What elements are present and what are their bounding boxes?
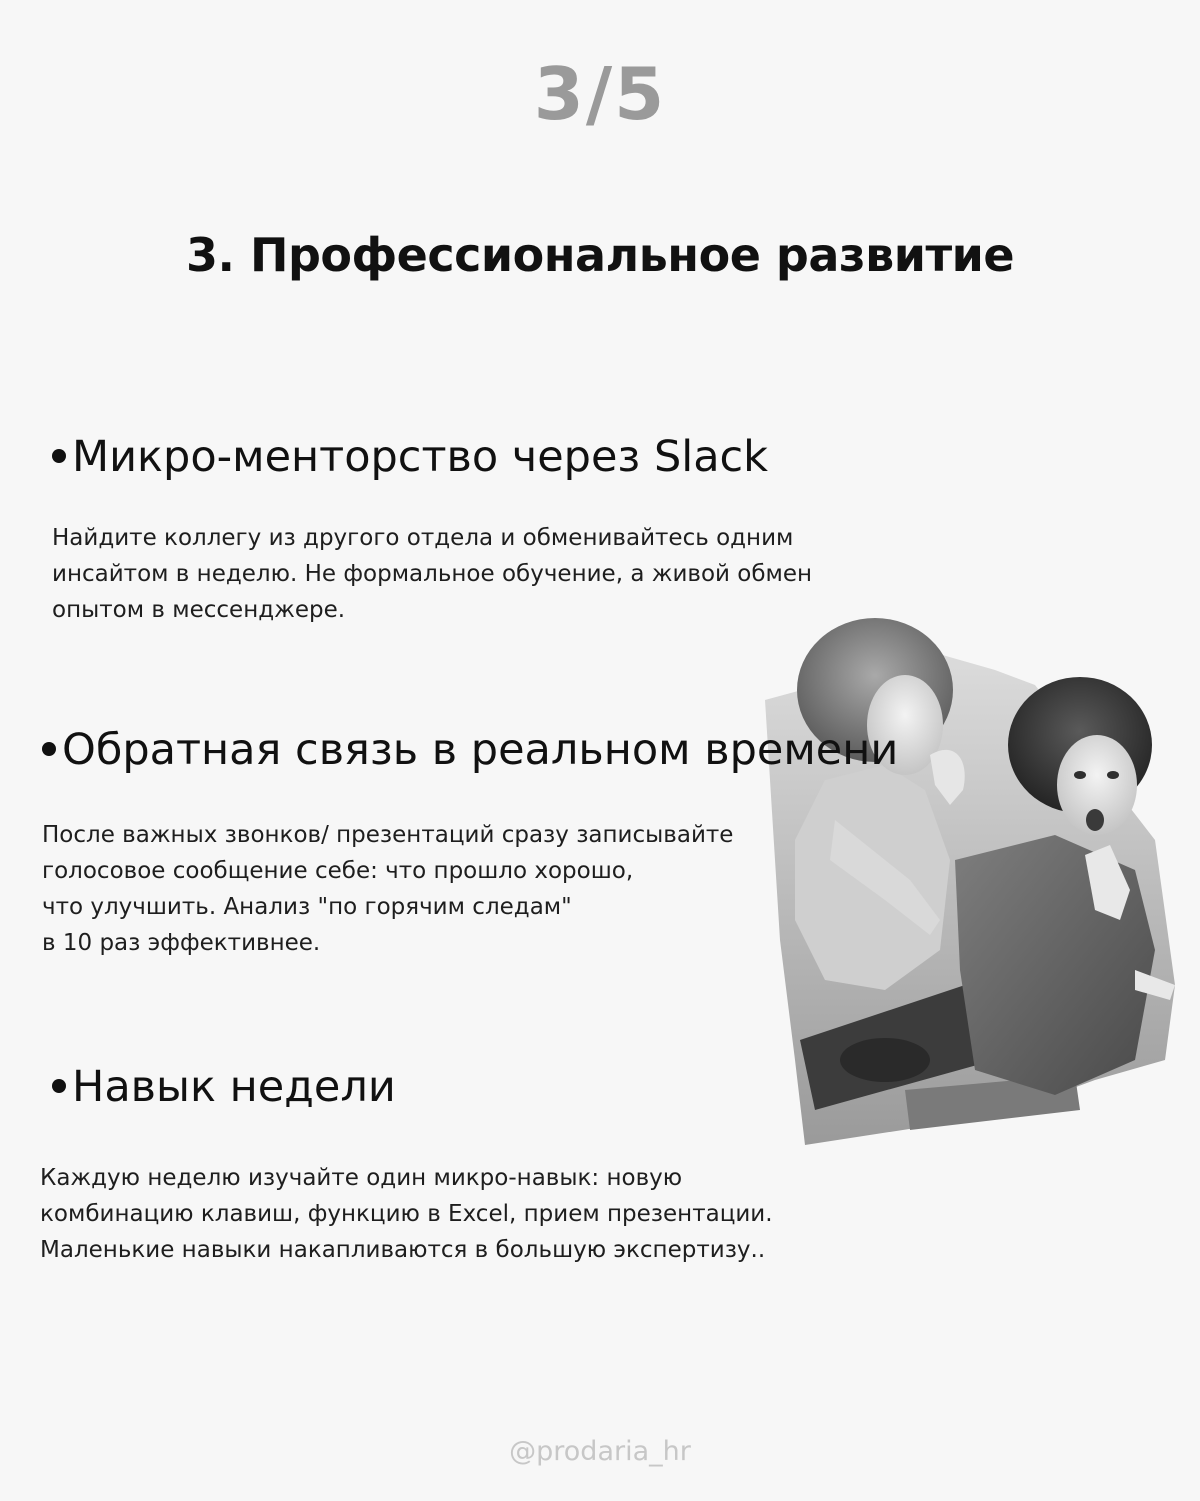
telephone-shape bbox=[840, 1038, 930, 1082]
woman-2-eye bbox=[1074, 771, 1086, 779]
woman-2-eye bbox=[1107, 771, 1119, 779]
section-heading: Микро-менторство через Slack bbox=[52, 432, 812, 482]
body-line: опытом в мессенджере. bbox=[52, 597, 346, 623]
page-counter: 3/5 bbox=[533, 52, 667, 136]
section-heading: Обратная связь в реальном времени bbox=[42, 725, 898, 775]
body-line: Маленькие навыки накапливаются в большую экспертизу.. bbox=[40, 1237, 766, 1263]
section-heading: Навык недели bbox=[52, 1062, 773, 1112]
bullet-icon bbox=[52, 449, 66, 463]
section-micro-mentoring bbox=[52, 432, 812, 628]
body-line: в 10 раз эффективнее. bbox=[42, 930, 321, 956]
bullet-icon bbox=[42, 742, 56, 756]
body-line: голосовое сообщение себе: что прошло хорошо, bbox=[42, 858, 634, 884]
woman-2-mouth bbox=[1086, 809, 1104, 831]
body-line: Каждую неделю изучайте один микро-навык: новую bbox=[40, 1165, 683, 1191]
body-line: После важных звонков/ презентаций сразу записывайте bbox=[42, 822, 734, 848]
page-title: 3. Профессиональное развитие bbox=[185, 228, 1015, 282]
body-line: комбинацию клавиш, функцию в Excel, прием презентации. bbox=[40, 1201, 773, 1227]
body-line: Найдите коллегу из другого отдела и обменивайтесь одним bbox=[52, 525, 794, 551]
bullet-icon bbox=[52, 1079, 66, 1093]
section-skill-of-week bbox=[40, 1062, 773, 1268]
section-body bbox=[52, 520, 812, 628]
author-handle: @prodaria_hr bbox=[509, 1436, 691, 1467]
body-line: что улучшить. Анализ "по горячим следам" bbox=[42, 894, 572, 920]
section-realtime-feedback bbox=[42, 725, 898, 961]
woman-2-dress bbox=[955, 835, 1155, 1095]
section-body bbox=[40, 1160, 773, 1268]
body-line: инсайтом в неделю. Не формальное обучение, а живой обмен bbox=[52, 561, 813, 587]
section-body bbox=[42, 817, 898, 961]
